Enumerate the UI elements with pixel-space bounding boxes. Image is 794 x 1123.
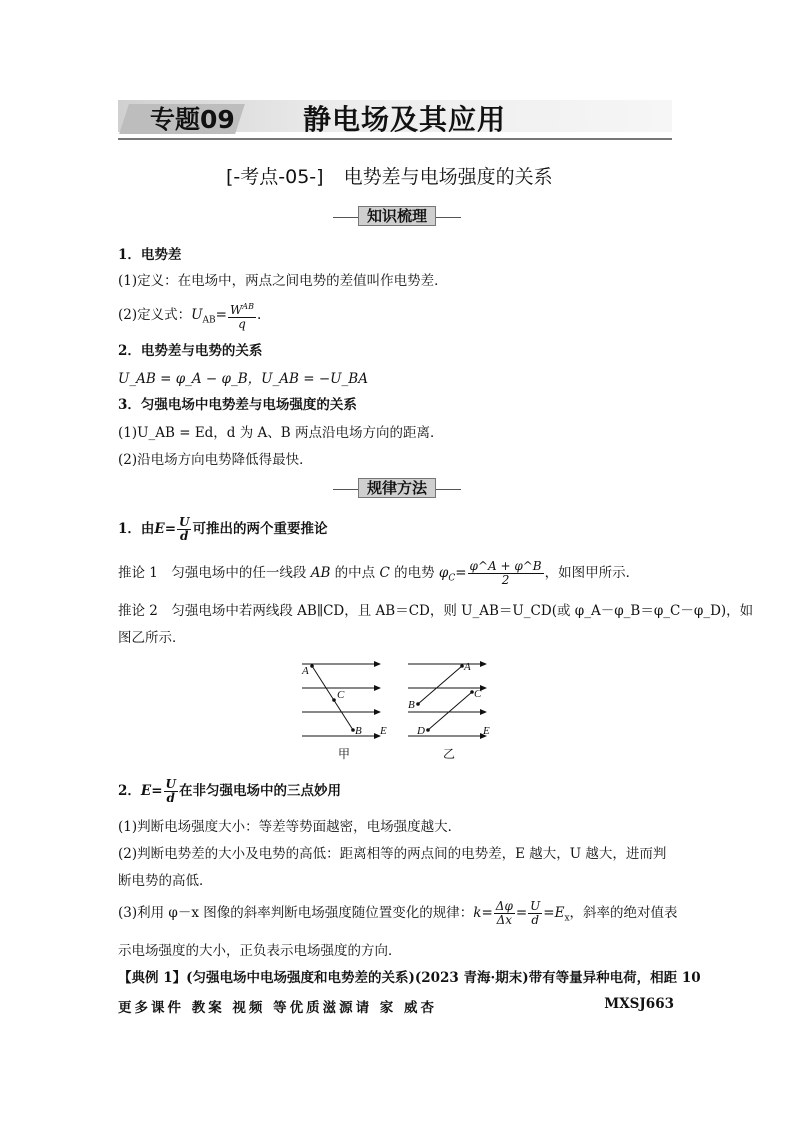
method-p3-k: k bbox=[473, 905, 482, 921]
method-point-3-line-1: (3)利用 φ－x 图像的斜率判断电场强度随位置变化的规律：k= $\frac{\Delta\varphi}{\Delta x}$ = $\frac{U}{d}$ $=E_x$，斜率的绝对值表 bbox=[118, 899, 678, 927]
method-point-2-line-2: 断电势的高低． bbox=[118, 873, 213, 889]
footer bbox=[118, 996, 674, 1016]
inference-1-part-b: 的中点 bbox=[334, 565, 376, 581]
knowledge-relation: U_AB = φ_A − φ_B，U_AB = −U_BA bbox=[118, 371, 368, 387]
formula-num: W bbox=[229, 303, 243, 317]
page-title: 静电场及其应用 bbox=[303, 103, 507, 136]
formula-eq: = bbox=[215, 307, 227, 323]
inference-2-line-2: 图乙所示． bbox=[118, 630, 186, 646]
method-p3-den1: Δx bbox=[496, 913, 513, 927]
formula-num-sup: AB bbox=[242, 302, 254, 311]
subtitle-label: [-考点-05-] bbox=[226, 166, 324, 188]
footer-code: MXSJ663 bbox=[604, 996, 674, 1012]
inference-1-C: C bbox=[379, 565, 390, 581]
inference-1-part-c: 的电势 bbox=[394, 565, 435, 581]
method-heading-1 bbox=[118, 512, 327, 546]
method-p3-fraction-2 bbox=[528, 900, 542, 927]
subtitle bbox=[226, 162, 553, 189]
right-label-C: C bbox=[474, 688, 482, 700]
method-point-2-line-1: (2)判断电势差的大小及电势的高低：距离相等的两点间的电势差，E 越大，U 越大，进而判 bbox=[118, 846, 667, 862]
formula-fraction bbox=[228, 300, 256, 331]
knowledge-definition: (1)定义：在电场中，两点之间电势的差值叫作电势差． bbox=[118, 273, 448, 289]
method-heading-2 bbox=[118, 774, 341, 808]
method-h1-suffix: 可推出的两个重要推论 bbox=[192, 521, 328, 537]
knowledge-heading-3: 3．匀强电场中电势差与电场强度的关系 bbox=[118, 397, 357, 413]
method-h2-num: U bbox=[165, 777, 176, 791]
method-p3-suffix: ，斜率的绝对值表 bbox=[569, 905, 678, 921]
method-h2-suffix: 在非匀强电场中的三点妙用 bbox=[178, 783, 341, 799]
method-point-3-line-2: 示电场强度的大小，正负表示电场强度的方向． bbox=[118, 943, 402, 959]
method-h1-num: U bbox=[179, 515, 190, 529]
left-label-C: C bbox=[337, 689, 345, 701]
knowledge-point-2: (2)沿电场方向电势降低得最快． bbox=[118, 452, 313, 468]
right-label-E: E bbox=[483, 725, 490, 737]
knowledge-heading-2: 2．电势差与电势的关系 bbox=[118, 343, 263, 359]
method-h2-den: d bbox=[166, 791, 175, 805]
inference-2-line-1: 推论 2 匀强电场中若两线段 AB∥CD，且 AB＝CD，则 U_AB＝U_CD(或 φ_A－φ_B＝φ_C－φ_D)，如 bbox=[118, 603, 754, 619]
example-1: 【典例 1】(匀强电场中电场强度和电势差的关系)(2023 青海·期末)带有等量异种电荷，相距 10 bbox=[118, 970, 701, 986]
right-segment-BA bbox=[418, 666, 462, 704]
banner-underline bbox=[118, 138, 672, 140]
method-h1-E: E bbox=[154, 521, 165, 537]
method-h2-fraction bbox=[164, 778, 178, 805]
knowledge-formula bbox=[118, 300, 261, 336]
knowledge-heading-1: 1．电势差 bbox=[118, 247, 182, 263]
method-h1-eq: = bbox=[164, 521, 177, 537]
right-figure-caption: 乙 bbox=[443, 747, 456, 761]
banner-tag: 专题09 bbox=[150, 105, 235, 134]
left-segment-AB bbox=[312, 666, 353, 730]
right-label-B: B bbox=[408, 699, 415, 711]
right-point-D bbox=[426, 728, 430, 732]
right-segment-DC bbox=[428, 692, 472, 730]
method-h1-prefix: 1．由 bbox=[118, 521, 155, 537]
method-h2-E: E bbox=[140, 783, 152, 799]
inference-1-B: B bbox=[320, 565, 331, 581]
method-p3-fraction-1 bbox=[494, 900, 515, 927]
formula-end: . bbox=[256, 307, 262, 323]
inference-1: 推论 1 匀强电场中的任一线段 AB 的中点 C 的电势 $\varphi_C=$ $\frac{\varphi\^{}A + \varphi\^{}B}{2}$ ，如图甲所示． bbox=[118, 559, 640, 587]
inference-1-den: 2 bbox=[501, 573, 510, 587]
inference-1-A: A bbox=[310, 565, 321, 581]
right-label-D: D bbox=[417, 725, 425, 737]
method-p3-num2: U bbox=[530, 899, 541, 913]
section-heading-method-label: 规律方法 bbox=[358, 478, 436, 498]
formula-den: q bbox=[238, 317, 246, 331]
formula-U: U bbox=[191, 307, 203, 323]
inference-1-fraction bbox=[468, 560, 544, 587]
method-p3-prefix: (3)利用 φ－x 图像的斜率判断电场强度随位置变化的规律： bbox=[118, 905, 474, 921]
inference-1-num: φ^A + φ^B bbox=[469, 559, 542, 573]
subtitle-text: 电势差与电场强度的关系 bbox=[343, 166, 553, 188]
left-figure-caption: 甲 bbox=[338, 747, 351, 761]
left-point-A bbox=[310, 664, 314, 668]
field-diagrams bbox=[290, 652, 510, 767]
left-label-E: E bbox=[380, 725, 387, 737]
formula-prefix: (2)定义式： bbox=[118, 307, 192, 323]
method-p3-den2: d bbox=[531, 913, 540, 927]
method-p3-num1: Δφ bbox=[495, 899, 513, 913]
section-heading-knowledge-label: 知识梳理 bbox=[358, 206, 436, 226]
right-point-B bbox=[416, 702, 420, 706]
method-h2-prefix: 2． bbox=[118, 783, 141, 799]
inference-1-part-d: ，如图甲所示． bbox=[544, 565, 640, 581]
formula-sub: AB bbox=[202, 315, 216, 326]
method-p3-Ex: E bbox=[554, 905, 565, 921]
method-point-1: (1)判断电场强度大小：等差等势面越密，电场强度越大． bbox=[118, 819, 462, 835]
section-heading-method bbox=[332, 478, 462, 498]
inference-1-part-a: 推论 1 匀强电场中的任一线段 bbox=[118, 565, 307, 581]
method-p3-Ex-sub: x bbox=[564, 913, 570, 924]
method-h1-den: d bbox=[180, 529, 189, 543]
section-heading-knowledge bbox=[332, 206, 462, 226]
method-h2-eq: = bbox=[151, 783, 163, 799]
footer-promo: 更多课件 教案 视频 等优质滋源请 家 威杏 bbox=[118, 1000, 437, 1016]
method-h1-fraction bbox=[177, 516, 191, 543]
left-label-A: A bbox=[302, 665, 309, 677]
right-label-A: A bbox=[464, 661, 471, 673]
knowledge-point-1: (1)U_AB = Ed，d 为 A、B 两点沿电场方向的距离． bbox=[118, 425, 444, 441]
left-label-B: B bbox=[355, 725, 362, 737]
left-point-C bbox=[332, 698, 336, 702]
